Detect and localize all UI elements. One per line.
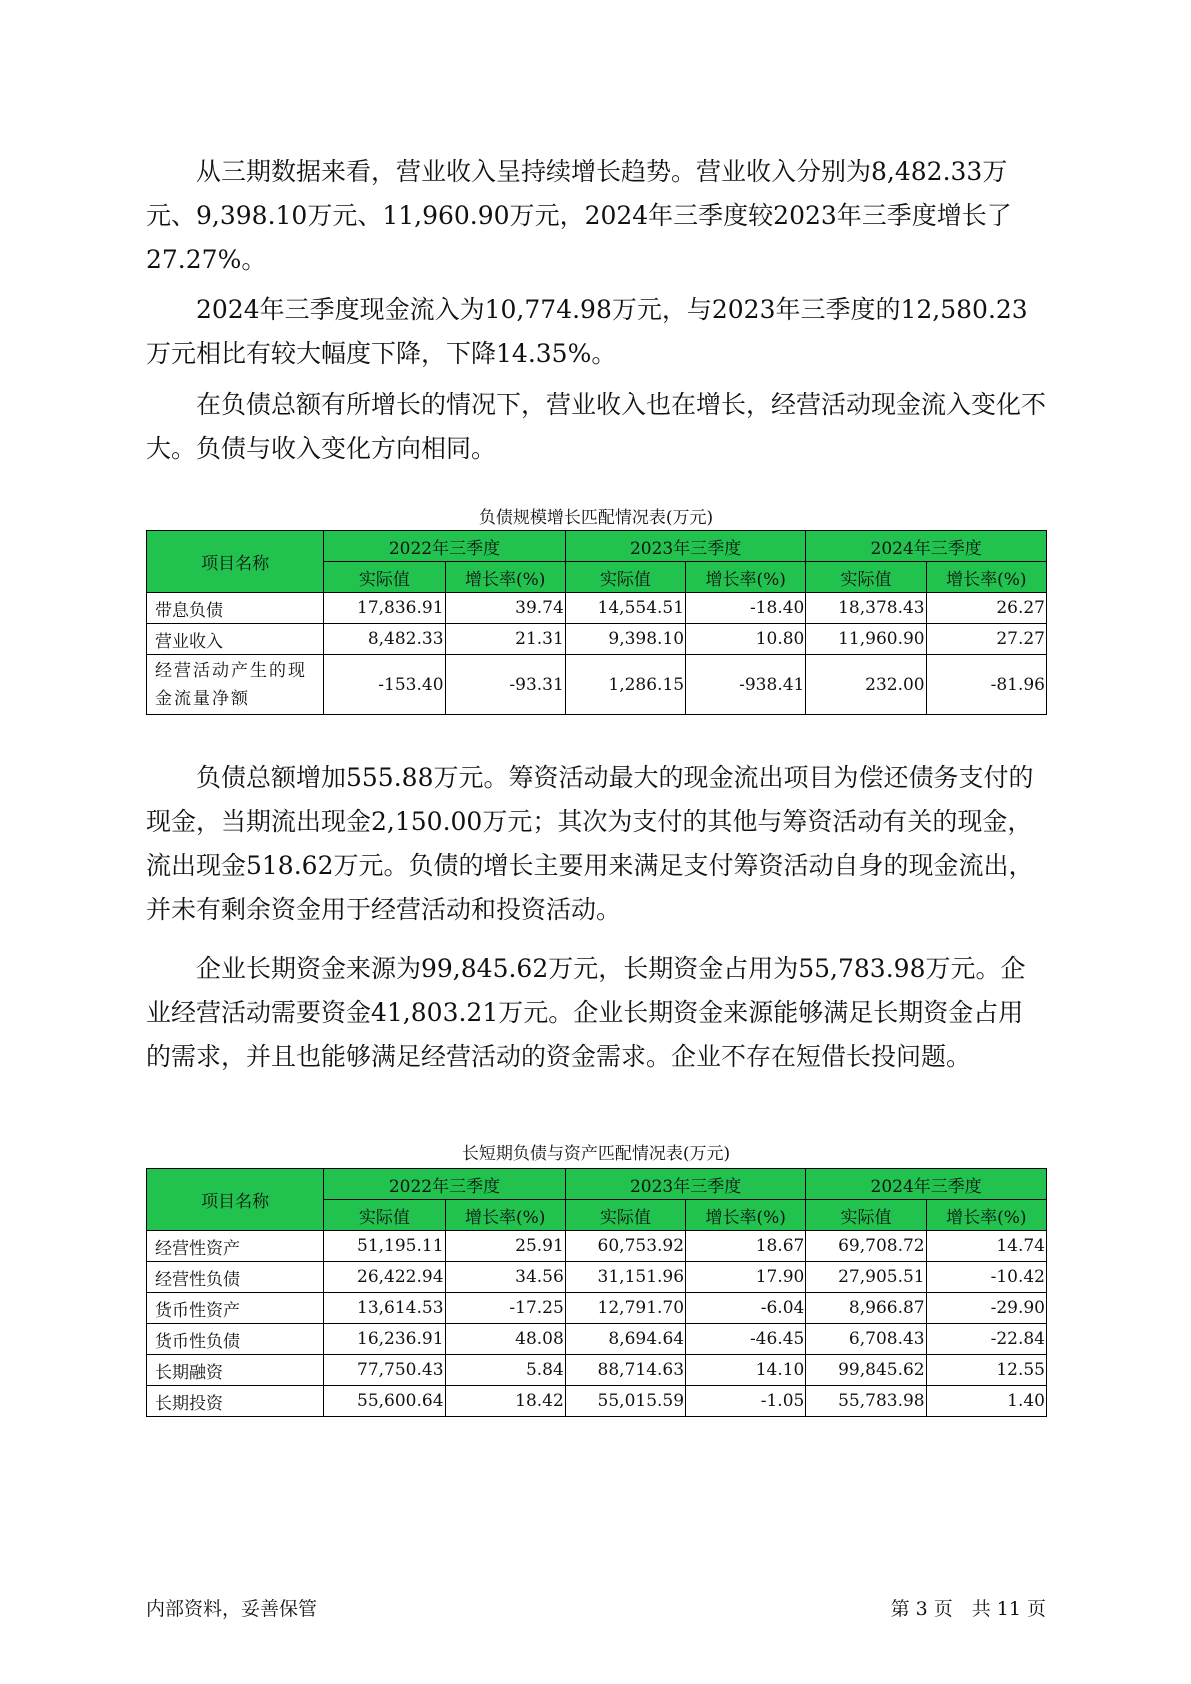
paragraph-text: 2024年三季度现金流入为10,774.98万元，与2023年三季度的12,580.23万元相比有较大幅度下降，下降14.35%。 xyxy=(146,295,1028,368)
value-header: 实际值 xyxy=(806,562,926,593)
cell-growth: 12.55 xyxy=(926,1355,1046,1386)
row-name: 长期投资 xyxy=(147,1386,324,1417)
cell-value: 69,708.72 xyxy=(806,1231,926,1262)
paragraph-liability-growth xyxy=(146,756,1046,932)
value-header: 实际值 xyxy=(324,562,445,593)
cell-value: 14,554.51 xyxy=(565,593,685,624)
cell-value: 9,398.10 xyxy=(565,624,685,655)
table-row xyxy=(147,1262,1047,1293)
cell-value: 17,836.91 xyxy=(324,593,445,624)
cell-growth: 18.67 xyxy=(686,1231,806,1262)
cell-value: 31,151.96 xyxy=(565,1262,685,1293)
growth-header: 增长率(%) xyxy=(445,1200,565,1231)
paragraph-long-term-funds xyxy=(146,947,1046,1079)
period-header: 2024年三季度 xyxy=(806,1169,1047,1200)
growth-header: 增长率(%) xyxy=(686,562,806,593)
cell-value: 11,960.90 xyxy=(806,624,926,655)
period-header: 2022年三季度 xyxy=(324,531,566,562)
cell-growth: 25.91 xyxy=(445,1231,565,1262)
paragraph-cash-inflow xyxy=(146,288,1046,376)
row-name: 长期融资 xyxy=(147,1355,324,1386)
table-header-row xyxy=(147,531,1047,562)
cell-growth: 14.10 xyxy=(686,1355,806,1386)
table-header-row xyxy=(147,1169,1047,1200)
cell-value: 55,783.98 xyxy=(806,1386,926,1417)
row-name: 货币性资产 xyxy=(147,1293,324,1324)
cell-growth: 26.27 xyxy=(926,593,1046,624)
table-row xyxy=(147,1293,1047,1324)
cell-growth: 34.56 xyxy=(445,1262,565,1293)
growth-header: 增长率(%) xyxy=(926,562,1046,593)
cell-growth: -18.40 xyxy=(686,593,806,624)
footer-page-number: 第 3 页 共 11 页 xyxy=(890,1598,1046,1620)
value-header: 实际值 xyxy=(565,562,685,593)
cell-value: 13,614.53 xyxy=(324,1293,445,1324)
cell-growth: -46.45 xyxy=(686,1324,806,1355)
table1-caption: 负债规模增长匹配情况表(万元) xyxy=(478,508,714,528)
paragraph-revenue-trend xyxy=(146,150,1046,282)
table-row xyxy=(147,1231,1047,1262)
cell-value: 8,694.64 xyxy=(565,1324,685,1355)
cell-value: 16,236.91 xyxy=(324,1324,445,1355)
row-name: 经营性负债 xyxy=(147,1262,324,1293)
cell-value: -153.40 xyxy=(324,655,445,715)
footer-confidential-note: 内部资料，妥善保管 xyxy=(146,1598,318,1620)
cell-value: 18,378.43 xyxy=(806,593,926,624)
growth-header: 增长率(%) xyxy=(926,1200,1046,1231)
cell-growth: 27.27 xyxy=(926,624,1046,655)
table-row xyxy=(147,593,1047,624)
table-row xyxy=(147,1324,1047,1355)
cell-value: 88,714.63 xyxy=(565,1355,685,1386)
cell-growth: -93.31 xyxy=(445,655,565,715)
period-header: 2022年三季度 xyxy=(324,1169,566,1200)
cell-value: 55,015.59 xyxy=(565,1386,685,1417)
row-name: 带息负债 xyxy=(147,593,324,624)
cell-growth: -29.90 xyxy=(926,1293,1046,1324)
cell-growth: -938.41 xyxy=(686,655,806,715)
cell-growth: 10.80 xyxy=(686,624,806,655)
cell-growth: -81.96 xyxy=(926,655,1046,715)
asset-liability-match-table xyxy=(146,1168,1047,1417)
item-name-header: 项目名称 xyxy=(147,531,324,593)
paragraph-text: 企业长期资金来源为99,845.62万元，长期资金占用为55,783.98万元。企业经营活动需要资金41,803.21万元。企业长期资金来源能够满足长期资金占用的需求，并且也能够满足经营活动的资金需求。企业不存在短借长投问题。 xyxy=(146,954,1026,1071)
row-name: 经营活动产生的现金流量净额 xyxy=(147,655,324,715)
cell-growth: 17.90 xyxy=(686,1262,806,1293)
row-name: 经营性资产 xyxy=(147,1231,324,1262)
table-row xyxy=(147,655,1047,715)
table-row xyxy=(147,1355,1047,1386)
growth-header: 增长率(%) xyxy=(445,562,565,593)
table-row xyxy=(147,1386,1047,1417)
cell-value: 232.00 xyxy=(806,655,926,715)
cell-growth: 1.40 xyxy=(926,1386,1046,1417)
value-header: 实际值 xyxy=(565,1200,685,1231)
cell-value: 1,286.15 xyxy=(565,655,685,715)
row-name: 货币性负债 xyxy=(147,1324,324,1355)
cell-value: 77,750.43 xyxy=(324,1355,445,1386)
cell-value: 60,753.92 xyxy=(565,1231,685,1262)
cell-growth: -6.04 xyxy=(686,1293,806,1324)
cell-value: 27,905.51 xyxy=(806,1262,926,1293)
growth-header: 增长率(%) xyxy=(686,1200,806,1231)
cell-growth: -22.84 xyxy=(926,1324,1046,1355)
item-name-header: 项目名称 xyxy=(147,1169,324,1231)
cell-growth: 39.74 xyxy=(445,593,565,624)
paragraph-text: 从三期数据来看，营业收入呈持续增长趋势。营业收入分别为8,482.33万元、9,398.10万元、11,960.90万元，2024年三季度较2023年三季度增长了27.27%。 xyxy=(146,157,1012,274)
period-header: 2023年三季度 xyxy=(565,1169,806,1200)
cell-value: 99,845.62 xyxy=(806,1355,926,1386)
cell-growth: -10.42 xyxy=(926,1262,1046,1293)
cell-value: 55,600.64 xyxy=(324,1386,445,1417)
cell-growth: -17.25 xyxy=(445,1293,565,1324)
cell-value: 51,195.11 xyxy=(324,1231,445,1262)
cell-value: 6,708.43 xyxy=(806,1324,926,1355)
paragraph-liability-revenue xyxy=(146,383,1046,471)
cell-growth: -1.05 xyxy=(686,1386,806,1417)
cell-growth: 5.84 xyxy=(445,1355,565,1386)
cell-growth: 21.31 xyxy=(445,624,565,655)
cell-growth: 18.42 xyxy=(445,1386,565,1417)
value-header: 实际值 xyxy=(324,1200,445,1231)
table-row xyxy=(147,624,1047,655)
period-header: 2023年三季度 xyxy=(565,531,806,562)
table2-caption: 长短期负债与资产匹配情况表(万元) xyxy=(461,1144,731,1164)
value-header: 实际值 xyxy=(806,1200,926,1231)
liability-scale-table xyxy=(146,530,1047,715)
cell-growth: 48.08 xyxy=(445,1324,565,1355)
cell-value: 8,966.87 xyxy=(806,1293,926,1324)
cell-value: 8,482.33 xyxy=(324,624,445,655)
row-name: 营业收入 xyxy=(147,624,324,655)
cell-growth: 14.74 xyxy=(926,1231,1046,1262)
paragraph-text: 在负债总额有所增长的情况下，营业收入也在增长，经营活动现金流入变化不大。负债与收入变化方向相同。 xyxy=(146,390,1047,463)
cell-value: 26,422.94 xyxy=(324,1262,445,1293)
period-header: 2024年三季度 xyxy=(806,531,1047,562)
paragraph-text: 负债总额增加555.88万元。筹资活动最大的现金流出项目为偿还债务支付的现金，当期流出现金2,150.00万元；其次为支付的其他与筹资活动有关的现金，流出现金518.62万元。负债的增长主要用来满足支付筹资活动自身的现金流出，并未有剩余资金用于经营活动和投资活动。 xyxy=(146,763,1034,924)
cell-value: 12,791.70 xyxy=(565,1293,685,1324)
